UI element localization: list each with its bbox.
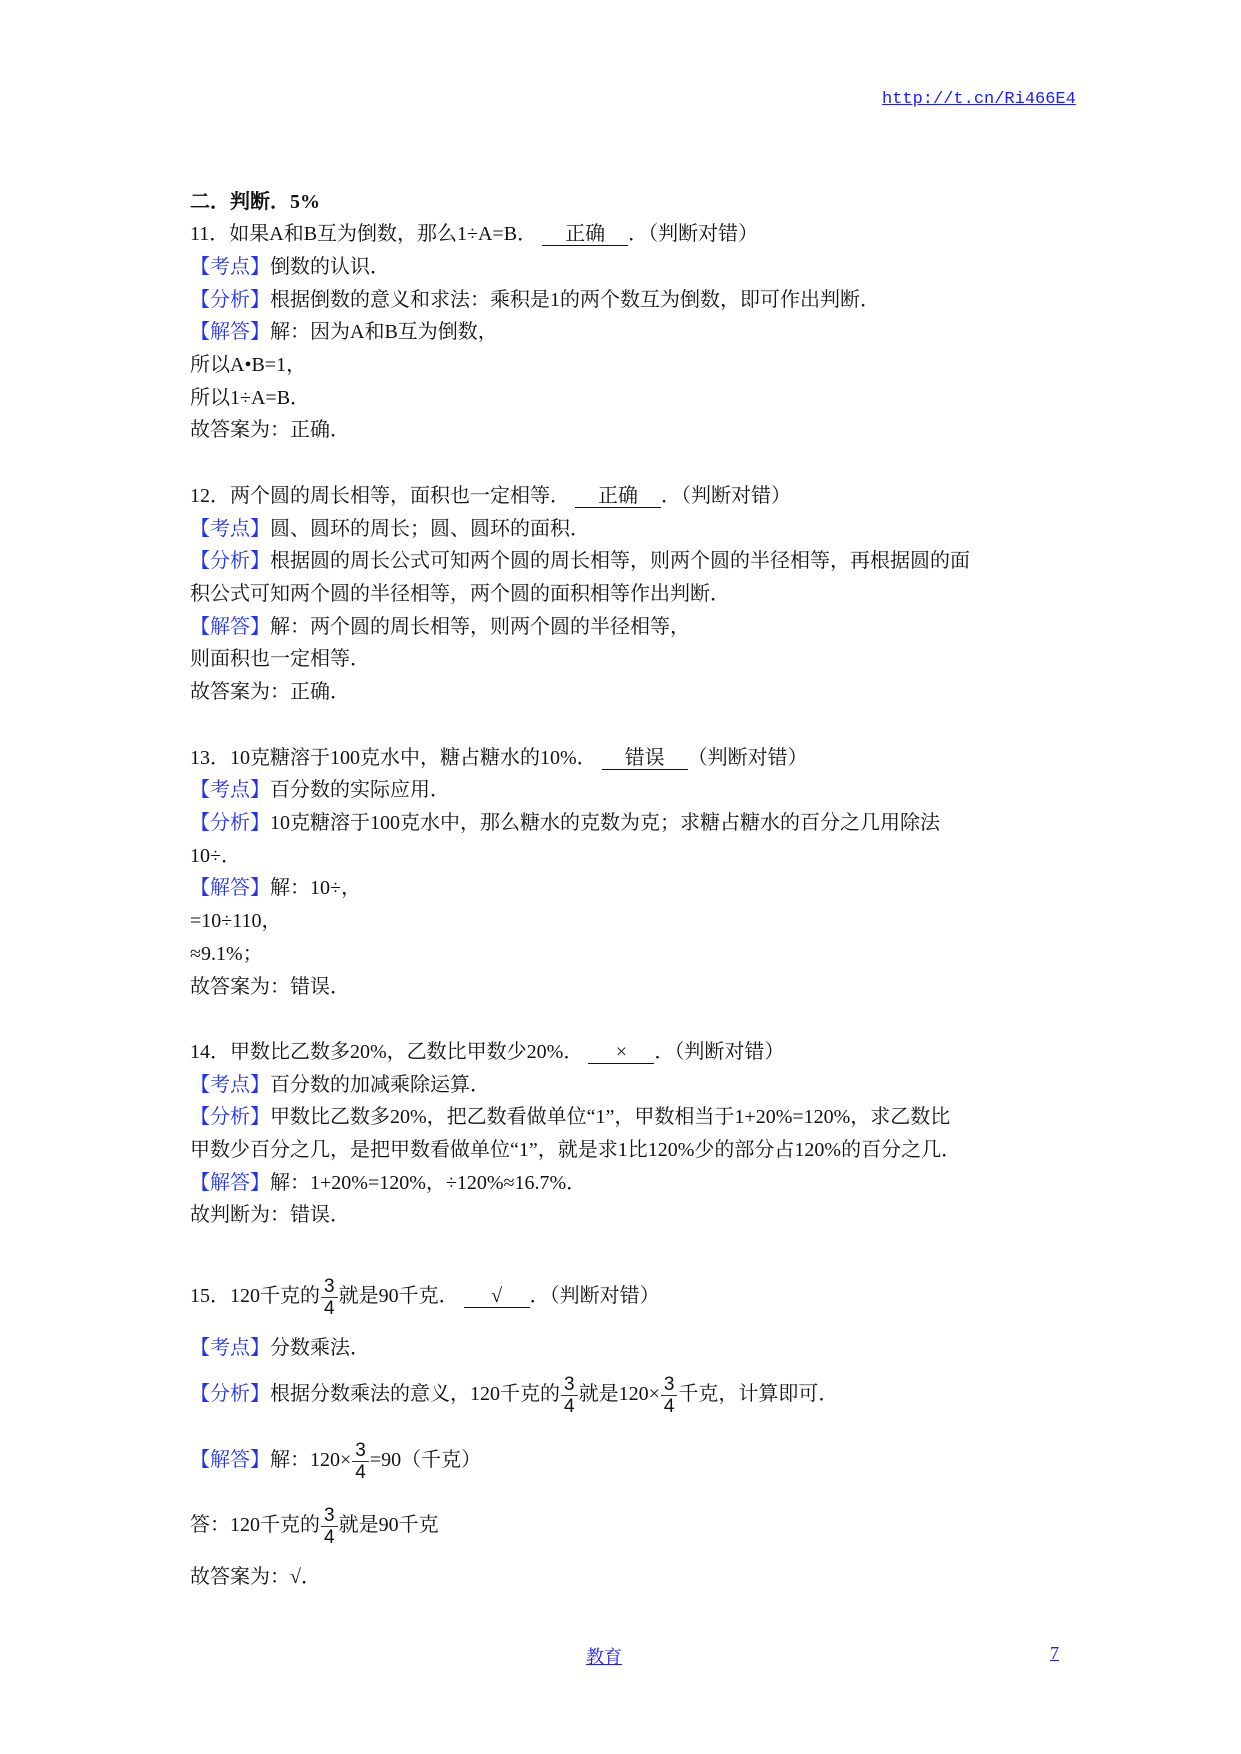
fenxi-13-cont: 10÷． [190,845,241,867]
text: 答：120千克的 [190,1514,320,1536]
solution-line: 故答案为：√． [190,1566,321,1588]
fraction [321,1276,338,1319]
tag: 【考点】 [190,779,270,801]
question-11 [190,222,758,246]
stem: 就是90千克． [338,1285,459,1307]
jieda-14 [190,1171,586,1195]
denominator: 4 [663,1395,675,1417]
tag: 【考点】 [190,518,270,540]
answer-blank: 错误 [602,747,688,770]
solution-line: 故判断为：错误． [190,1204,350,1226]
tag: 【考点】 [190,256,270,278]
text: 倒数的认识． [270,256,390,278]
tag: 【考点】 [190,1074,270,1096]
text: 根据倒数的意义和求法：乘积是1的两个数互为倒数，即可作出判断． [270,289,880,311]
text: 解：120× [270,1449,352,1471]
text: 根据圆的周长公式可知两个圆的周长相等，则两个圆的半径相等，再根据圆的面 [270,550,970,572]
text: 10克糖溶于100克水中，那么糖水的克数为克；求糖占糖水的百分之几用除法 [270,812,940,834]
numerator: 3 [321,1276,338,1298]
stem-suffix: ．（判断对错） [661,485,791,507]
question-14 [190,1040,784,1064]
stem-suffix: ．（判断对错） [628,223,759,245]
kaodian-14 [190,1073,490,1097]
text: 解：10÷， [270,877,361,899]
footer-link[interactable]: 教育 [586,1647,622,1667]
jieda-11 [190,320,498,344]
tag: 【解答】 [190,1449,270,1471]
answer-blank: 正确 [542,223,628,246]
text: 根据分数乘法的意义，120千克的 [270,1383,560,1405]
page-number[interactable]: 7 [1050,1643,1059,1663]
solution-line: 故答案为：错误． [190,976,350,998]
numerator: 3 [661,1374,678,1396]
numerator: 3 [561,1374,578,1396]
kaodian-12 [190,517,590,541]
solution-line: 所以1÷A=B． [190,387,311,409]
stem-suffix: （判断对错） [687,747,808,769]
solution-line: 所以A•B=1， [190,354,307,376]
tag: 【考点】 [190,1337,270,1359]
fraction [352,1440,369,1483]
answer-blank: 正确 [575,485,661,508]
fraction [661,1374,678,1417]
text: 百分数的实际应用． [270,779,450,801]
denominator: 4 [324,1526,335,1548]
text: =90（千克） [369,1449,482,1471]
question-12 [190,484,791,508]
kaodian-11 [190,255,390,279]
answer-blank: × [588,1041,654,1064]
tag: 【解答】 [190,1172,270,1194]
text: 分数乘法． [270,1337,370,1359]
fraction [561,1374,578,1417]
solution-line: ≈9.1%； [190,943,263,965]
fenxi-12-cont: 积公式可知两个圆的半径相等，两个圆的面积相等作出判断． [190,583,730,605]
tag: 【分析】 [190,550,270,572]
text: 解：两个圆的周长相等，则两个圆的半径相等， [270,616,690,638]
stem: 15．120千克的 [190,1285,320,1307]
answer-blank: √ [464,1285,530,1308]
text: 解：因为A和B互为倒数， [270,321,498,343]
stem: 14．甲数比乙数多20%，乙数比甲数少20%． [190,1041,584,1063]
kaodian-13 [190,778,450,802]
tag: 【分析】 [190,289,270,311]
solution-line: =10÷110， [190,910,282,932]
tag: 【解答】 [190,616,270,638]
text: 就是120× [578,1383,660,1405]
jieda-13 [190,876,361,900]
stem-suffix: ．（判断对错） [654,1041,785,1063]
fenxi-14 [190,1105,950,1129]
text: 就是90千克 [338,1514,439,1536]
tag: 【解答】 [190,877,270,899]
denominator: 4 [355,1461,366,1483]
text: 百分数的加减乘除运算． [270,1074,490,1096]
header-link[interactable]: http://t.cn/Ri466E4 [882,90,1076,109]
fenxi-11 [190,288,880,312]
kaodian-15 [190,1336,370,1360]
numerator: 3 [352,1440,369,1462]
solution-line: 故答案为：正确． [190,681,350,703]
question-15 [190,1266,660,1326]
fenxi-12 [190,549,970,573]
denominator: 4 [564,1395,575,1417]
numerator: 3 [321,1505,338,1527]
solution-line: 故答案为：正确． [190,419,350,441]
tag: 【分析】 [190,812,270,834]
fraction [321,1505,338,1548]
stem: 11．如果A和B互为倒数，那么1÷A=B． [190,223,538,245]
stem-suffix: ．（判断对错） [529,1285,660,1307]
tag: 【分析】 [190,1106,270,1128]
fenxi-13 [190,811,940,835]
text: 千克，计算即可． [678,1383,839,1405]
jieda-15 [190,1430,481,1490]
text: 解：1+20%=120%，÷120%≈16.7%． [270,1172,587,1194]
stem: 13．10克糖溶于100克水中，糖占糖水的10%． [190,747,597,769]
fenxi-14-cont: 甲数少百分之几，是把甲数看做单位“1”，就是求1比120%少的部分占120%的百分之几． [190,1139,962,1161]
solution-line: 则面积也一定相等． [190,648,370,670]
text: 圆、圆环的周长；圆、圆环的面积． [270,518,590,540]
text: 甲数比乙数多20%，把乙数看做单位“1”，甲数相当于1+20%=120%，求乙数比 [270,1106,951,1128]
fenxi-15 [190,1364,838,1424]
section-title: 二．判断．5% [190,191,320,213]
tag: 【分析】 [190,1383,270,1405]
answer-15 [190,1495,439,1555]
jieda-12 [190,615,690,639]
tag: 【解答】 [190,321,270,343]
question-13 [190,746,808,770]
stem: 12．两个圆的周长相等，面积也一定相等． [190,485,570,507]
denominator: 4 [324,1297,335,1319]
